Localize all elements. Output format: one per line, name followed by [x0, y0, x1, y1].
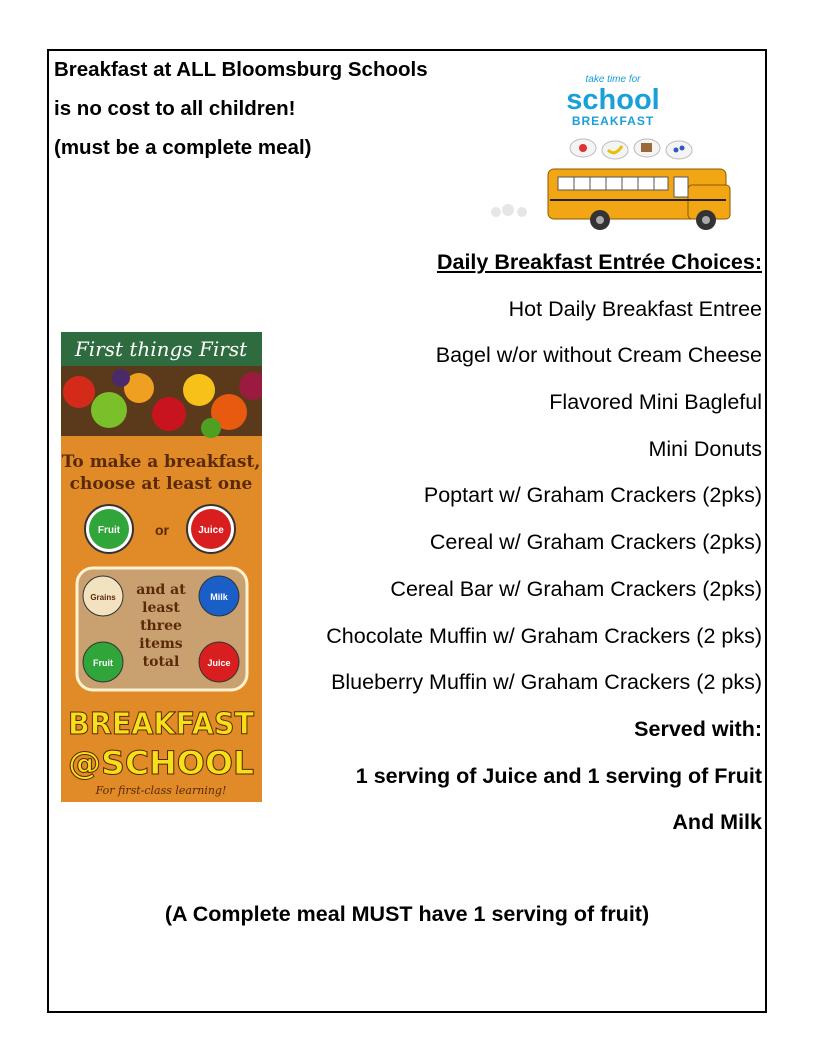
svg-text:least: least — [142, 600, 180, 616]
svg-text:items: items — [139, 636, 183, 652]
fruit-image — [61, 366, 262, 438]
poster-or: or — [155, 522, 169, 538]
svg-text:three: three — [140, 618, 182, 634]
logo-breakfast: BREAKFAST — [571, 114, 655, 128]
food-icons — [570, 139, 692, 159]
poster-fruit-2: Fruit — [93, 658, 113, 668]
svg-text:and at: and at — [136, 582, 186, 598]
poster-prompt-line-2: choose at least one — [69, 474, 253, 494]
poster-title-1: BREAKFAST — [68, 707, 255, 742]
served-with-line: 1 serving of Juice and 1 serving of Fruit — [355, 763, 762, 788]
menu-item: Blueberry Muffin w/ Graham Crackers (2 pks) — [331, 670, 762, 695]
logo-school: school — [566, 84, 660, 116]
menu-item: Chocolate Muffin w/ Graham Crackers (2 pks) — [326, 623, 762, 648]
complete-meal-note: (A Complete meal MUST have 1 serving of fruit) — [164, 902, 650, 926]
logo-tagline: take time for — [585, 74, 641, 85]
svg-text:total: total — [142, 654, 180, 670]
poster-prompt-full — [0, 0, 1, 1]
served-with-label: Served with: — [634, 716, 762, 741]
poster-milk: Milk — [210, 592, 228, 602]
poster-juice-2: Juice — [207, 658, 231, 668]
poster-juice-1: Juice — [198, 525, 224, 536]
school-breakfast-logo — [478, 62, 740, 234]
poster-title-2: @SCHOOL — [68, 744, 254, 782]
menu-heading: Daily Breakfast Entrée Choices: — [436, 250, 762, 274]
poster-fruit-1: Fruit — [97, 525, 121, 536]
intro-line-1: Breakfast at ALL Bloomsburg Schools — [54, 58, 428, 81]
poster-grains: Grains — [90, 593, 116, 602]
menu-item: Poptart w/ Graham Crackers (2pks) — [423, 483, 762, 508]
intro-line-2: is no cost to all children! — [54, 97, 296, 120]
menu-item: Cereal w/ Graham Crackers (2pks) — [429, 530, 762, 555]
poster-prompt-line-1: To make a breakfast, — [61, 452, 261, 472]
menu-list — [326, 247, 762, 854]
intro-line-3: (must be a complete meal) — [54, 136, 312, 159]
menu-item: Cereal Bar w/ Graham Crackers (2pks) — [390, 576, 762, 601]
menu-item: Hot Daily Breakfast Entree — [508, 296, 762, 321]
menu-item: Mini Donuts — [648, 436, 762, 461]
poster-bottom: For first-class learning! — [95, 784, 227, 797]
menu-item: Flavored Mini Bagleful — [549, 390, 762, 415]
intro-block — [54, 58, 428, 175]
poster-header: First things First — [74, 337, 248, 361]
school-bus-icon — [491, 169, 730, 230]
menu-item: Bagel w/or without Cream Cheese — [435, 343, 762, 368]
milk-line: And Milk — [672, 810, 762, 835]
breakfast-at-school-poster — [61, 332, 262, 802]
